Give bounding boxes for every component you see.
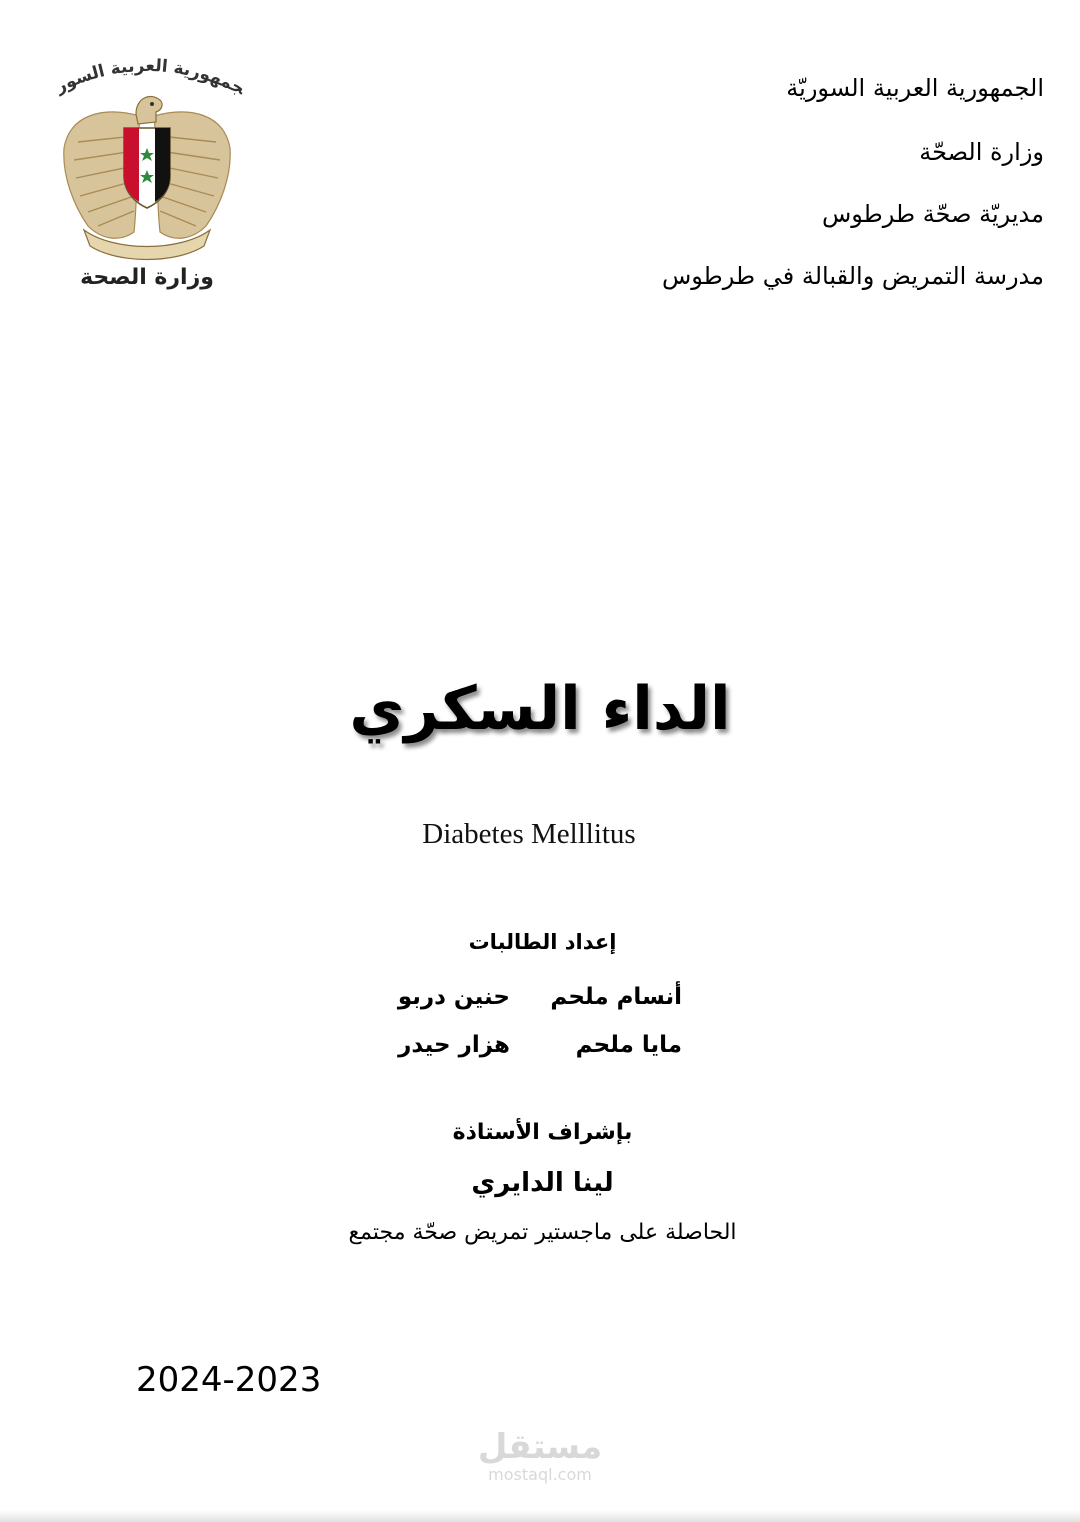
student-name: مايا ملحم [575,1032,682,1058]
academic-year: 2024-2023 [136,1360,322,1400]
student-name: أنسام ملحم [550,984,682,1010]
watermark-arabic: مستقل [477,1427,603,1467]
page-bottom-edge [0,1510,1080,1522]
supervisor-credential: الحاصلة على ماجستير تمريض صحّة مجتمع [348,1220,737,1245]
header-country: الجمهورية العربية السوريّة [786,74,1044,102]
watermark-latin: mostaql.com [488,1465,592,1484]
header-directorate: مديريّة صحّة طرطوس [821,200,1044,228]
header-ministry: وزارة الصحّة [919,138,1044,166]
svg-text:الجمهورية العربية السورية [44,56,248,99]
logo-ministry-text: وزارة الصحة [80,265,214,290]
supervisor-name: لينا الدايري [471,1168,614,1198]
student-name: حنين دربو [397,984,510,1010]
logo-arc-text: جمهورية العربية السور [52,56,248,100]
document-title-arabic: الداء السكري [349,674,731,744]
supervisor-heading: بإشراف الأستاذة [452,1120,633,1145]
students-heading: إعداد الطالبات [468,930,617,954]
student-name: هزار حيدر [398,1032,510,1058]
header-school: مدرسة التمريض والقبالة في طرطوس [661,262,1044,290]
ministry-logo [44,56,250,292]
mostaql-watermark [470,1428,610,1498]
document-title-english: Diabetes Melllitus [422,818,636,850]
